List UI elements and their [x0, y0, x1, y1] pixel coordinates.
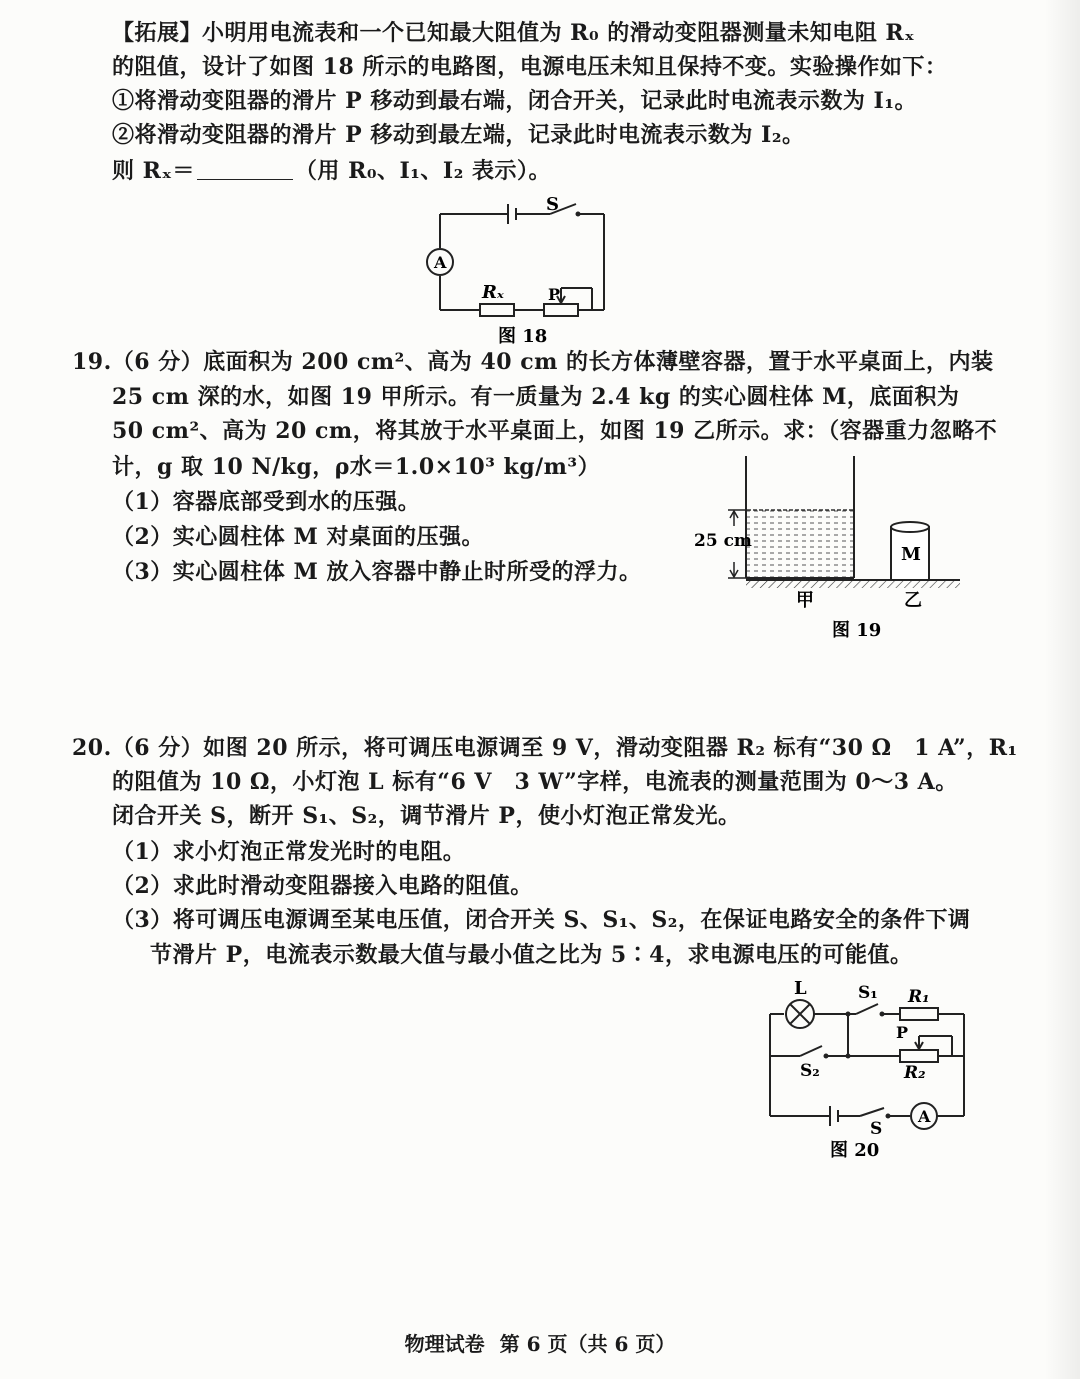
figure-19-container — [690, 454, 970, 644]
q19-line-2: 25 cm 深的水，如图 19 甲所示。有一质量为 2.4 kg 的实心圆柱体 M，底面积为 — [112, 384, 960, 410]
switch-s1-blade — [856, 1004, 878, 1014]
fig19-left-label: 甲 — [796, 590, 814, 611]
fig19-caption: 图 19 — [832, 620, 882, 641]
fig20-s1-label: S₁ — [858, 983, 878, 1003]
ext-answer-prefix: 则 Rₓ＝ — [112, 158, 195, 184]
q20-part-3-cont: 节滑片 P，电流表示数最大值与最小值之比为 5∶4，求电源电压的可能值。 — [150, 942, 913, 968]
switch-s2-blade — [800, 1046, 822, 1056]
ext-line-4: ②将滑动变阻器的滑片 P 移动到最左端，记录此时电流表示数为 I₂。 — [112, 122, 805, 148]
fig20-r2-label: R₂ — [904, 1063, 926, 1083]
fig20-p-label: P — [896, 1023, 909, 1042]
q20-line-3: 闭合开关 S，断开 S₁、S₂，调节滑片 P，使小灯泡正常发光。 — [112, 803, 741, 829]
fig20-s2-label: S₂ — [800, 1061, 820, 1081]
page-edge-shadow — [1044, 0, 1080, 1379]
table-surface — [746, 581, 960, 588]
fig18-switch-label: S — [546, 194, 559, 215]
water-fill — [747, 510, 853, 577]
q19-part-3: （3）实心圆柱体 M 放入容器中静止时所受的浮力。 — [112, 559, 642, 585]
fig19-cyl-label: M — [901, 544, 921, 565]
q19-line-1: 19.（6 分）底面积为 200 cm²、高为 40 cm 的长方体薄壁容器，置于水平桌面上，内装 — [72, 349, 994, 375]
fig20-r1-label: R₁ — [908, 987, 930, 1007]
q19-line-3: 50 cm²、高为 20 cm，将其放于水平桌面上，如图 19 乙所示。求：（容器重力忽略不 — [112, 418, 998, 444]
fig20-s-label: S — [870, 1119, 883, 1139]
fig18-p-label: P — [548, 285, 561, 304]
switch-s-blade-20 — [860, 1108, 884, 1116]
ext-line-1: 【拓展】小明用电流表和一个已知最大阻值为 R₀ 的滑动变阻器测量未知电阻 Rₓ — [112, 20, 916, 46]
answer-blank — [197, 157, 293, 180]
footer-subject: 物理试卷 — [404, 1332, 485, 1356]
figure-20-circuit — [760, 976, 980, 1166]
resistor-r1 — [900, 1008, 938, 1020]
footer-page-number: 第 6 页（共 6 页） — [499, 1332, 676, 1356]
page-footer — [0, 1328, 1080, 1357]
fig18-caption: 图 18 — [498, 326, 548, 347]
ext-line-2: 的阻值，设计了如图 18 所示的电路图，电源电压未知且保持不变。实验操作如下： — [112, 54, 948, 80]
rheostat-r2 — [900, 1050, 938, 1062]
q19-part-1: （1）容器底部受到水的压强。 — [112, 489, 421, 515]
fig18-ammeter-label: A — [434, 253, 447, 272]
q19-line-4: 计，g 取 10 N/kg，ρ水＝1.0×10³ kg/m³） — [112, 454, 601, 480]
fig19-depth-label: 25 cm — [694, 531, 752, 551]
rheostat-r0 — [544, 304, 578, 316]
fig20-ammeter-label: A — [918, 1107, 931, 1126]
fig19-right-label: 乙 — [904, 590, 922, 611]
figure-18-circuit — [420, 192, 620, 352]
q20-line-2: 的阻值为 10 Ω，小灯泡 L 标有“6 V 3 W”字样，电流表的测量范围为 0～3 A。 — [112, 769, 958, 795]
ext-answer-line — [112, 156, 551, 186]
q20-part-3: （3）将可调压电源调至某电压值，闭合开关 S、S₁、S₂，在保证电路安全的条件下调 — [112, 907, 971, 933]
fig18-rx-label: Rₓ — [482, 282, 504, 303]
rx-resistor — [480, 304, 514, 316]
ext-line-3: ①将滑动变阻器的滑片 P 移动到最右端，闭合开关，记录此时电流表示数为 I₁。 — [112, 88, 917, 114]
fig20-lamp-label: L — [794, 978, 807, 999]
q20-line-1: 20.（6 分）如图 20 所示，将可调压电源调至 9 V，滑动变阻器 R₂ 标有“30 Ω 1 A”，R₁ — [72, 735, 1018, 761]
fig20-caption: 图 20 — [830, 1140, 880, 1161]
q20-part-1: （1）求小灯泡正常发光时的电阻。 — [112, 839, 466, 865]
q19-part-2: （2）实心圆柱体 M 对桌面的压强。 — [112, 524, 484, 550]
q20-part-2: （2）求此时滑动变阻器接入电路的阻值。 — [112, 873, 533, 899]
ext-answer-suffix: （用 R₀、I₁、I₂ 表示）。 — [294, 158, 551, 184]
